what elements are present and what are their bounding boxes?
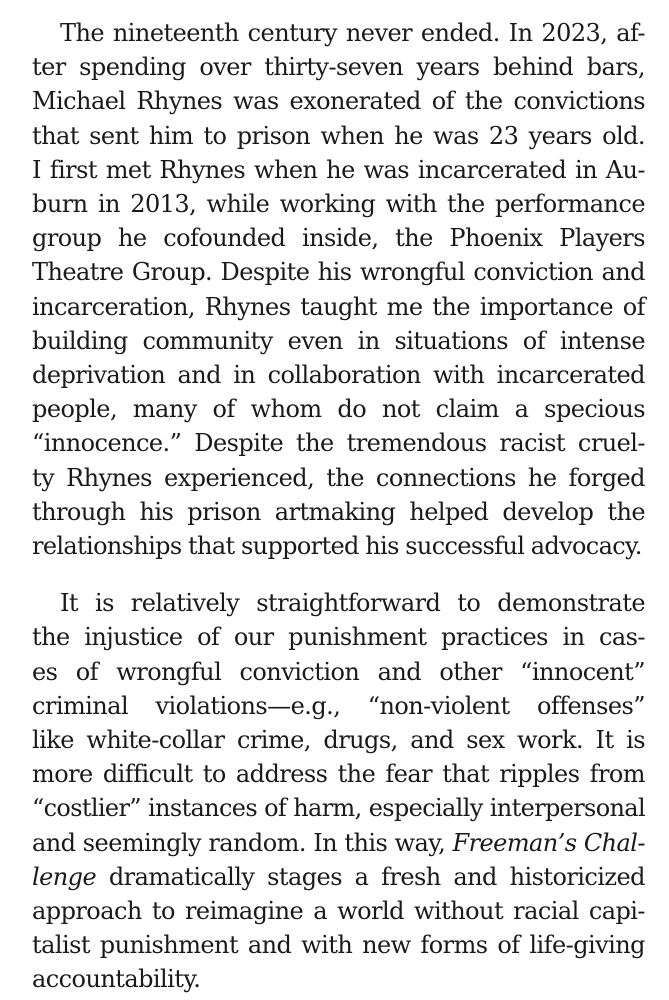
text-line: The nineteenth century never ended. In 2023, af- <box>60 19 645 47</box>
text-line-with-title <box>32 826 645 860</box>
text-line: accountability. <box>32 965 201 994</box>
text-line: Theatre Group. Despite his wrongful conviction and <box>32 258 645 287</box>
text-line: through his prison artmaking helped develop the <box>32 497 645 526</box>
text-segment: and seemingly random. In this way, <box>32 828 453 857</box>
text-line: like white-collar crime, drugs, and sex work. It is <box>32 726 645 755</box>
text-segment: dramatically stages a fresh and historicized <box>96 862 645 891</box>
text-line: approach to reimagine a world without racial capi- <box>32 897 645 926</box>
text-line: people, many of whom do not claim a specious <box>32 395 645 424</box>
text-line: I first met Rhynes when he was incarcerated in Au- <box>32 155 645 184</box>
text-line: burn in 2013, while working with the performance <box>32 190 645 219</box>
book-title-italic: Freeman’s Chal- <box>452 828 645 857</box>
text-line: ter spending over thirty-seven years behind bars, <box>32 53 645 82</box>
text-line: es of wrongful conviction and other “innocent” <box>32 657 645 686</box>
text-line: building community even in situations of intense <box>32 326 645 355</box>
text-line: criminal violations—e.g., “non-violent offenses” <box>32 691 645 720</box>
text-line: relationships that supported his successful advocacy. <box>32 532 642 561</box>
text-line-with-title <box>32 860 645 894</box>
text-line: ty Rhynes experienced, the connections he forged <box>32 463 645 492</box>
text-line: “innocence.” Despite the tremendous racist cruel- <box>32 429 645 458</box>
text-line: talist punishment and with new forms of life-giving <box>32 931 645 960</box>
paragraph-2 <box>32 586 645 996</box>
text-line: deprivation and in collaboration with incarcerated <box>32 361 645 390</box>
text-line: group he cofounded inside, the Phoenix Players <box>32 224 645 253</box>
text-line: “costlier” instances of harm, especially interpersonal <box>32 794 645 823</box>
text-line: more difficult to address the fear that ripples from <box>32 760 645 789</box>
book-title-italic: lenge <box>32 862 97 891</box>
text-line: the injustice of our punishment practices in cas- <box>32 623 645 652</box>
paragraph-1 <box>32 16 645 563</box>
text-line: incarceration, Rhynes taught me the importance of <box>32 292 645 321</box>
text-line: that sent him to prison when he was 23 years old. <box>32 121 645 150</box>
text-line: Michael Rhynes was exonerated of the convictions <box>32 87 645 116</box>
text-line: It is relatively straightforward to demonstrate <box>60 589 645 618</box>
